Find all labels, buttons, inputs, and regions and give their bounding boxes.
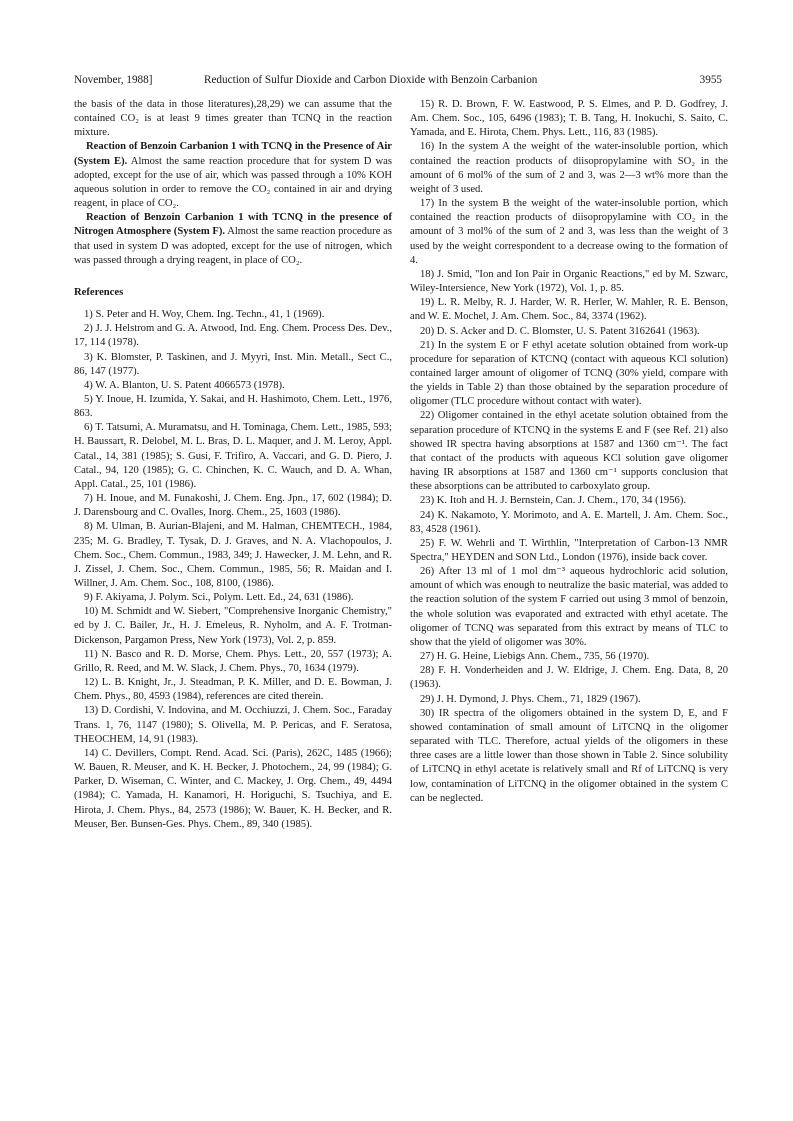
reference-item: 1) S. Peter and H. Woy, Chem. Ing. Techn., 41, 1 (1969). (84, 309, 325, 321)
references-heading: References (74, 286, 124, 298)
reference-item: 27) H. G. Heine, Liebigs Ann. Chem., 735, 56 (1970). (420, 651, 650, 663)
system-f-text: Almost the same reaction procedure as that used in system D was adopted, except for the use of nitrogen, which was passed through a drying reagent, in place of CO₂. (74, 226, 392, 266)
reference-item: 12) L. B. Knight, Jr., J. Steadman, P. K. Miller, and D. E. Bowman, J. Chem. Phys., 80, 4593 (1984), references are cited therein. (74, 677, 392, 703)
system-e-paragraph (74, 140, 392, 211)
reference-item: 18) J. Smid, "Ion and Ion Pair in Organic Reactions," ed by M. Szwarc, Wiley-Intersience, New York (1972), Vol. 1, p. 85. (410, 268, 728, 295)
left-column (74, 98, 392, 832)
header-title: Reduction of Sulfur Dioxide and Carbon Dioxide with Benzoin Carbanion (204, 74, 538, 86)
reference-item: 11) N. Basco and R. D. Morse, Chem. Phys. Lett., 20, 557 (1973); A. Grillo, R. Reed, and M. W. Slack, J. Chem. Phys., 70, 1634 (1979). (74, 648, 392, 674)
reference-item: 3) K. Blomster, P. Taskinen, and J. Myyri, Inst. Min. Metall., Sect C., 86, 147 (1977). (74, 351, 392, 377)
reference-item: 4) W. A. Blanton, U. S. Patent 4066573 (1978). (84, 379, 285, 391)
reference-item: 10) M. Schmidt and W. Siebert, "Comprehensive Inorganic Chemistry," ed by J. C. Bailer, Jr., H. J. Emeleus, R. Nyholm, and A. F. Trotman-Dickenson, Pargamon Press, New York (1973), Vol. 2, p. 859. (74, 606, 392, 646)
reference-item: 25) F. W. Wehrli and T. Wirthlin, "Interpretation of Carbon-13 NMR Spectra," HEYDEN and SON Ltd., London (1976), inside back cover. (410, 537, 728, 563)
reference-item: 14) C. Devillers, Compt. Rend. Acad. Sci. (Paris), 262C, 1485 (1966); W. Bauen, R. Meuser, and K. H. Becker, J. Photochem., 24, 99 (1984); G. Parker, D. Wiseman, C. Winter, and C. Mackey, J. Org. Chem., 49, 4494 (1984); C. Yamada, H. Kanamori, H. Horiguchi, S. Tsuchiya, and E. Hirota, J. Chem. Phys., 84, 2573 (1986); W. Bauer, K. H. Becker, and R. Meuser, Ber. Bunsen-Ges. Phys. Chem., 89, 340 (1985). (74, 747, 392, 830)
reference-item: 24) K. Nakamoto, Y. Morimoto, and A. E. Martell, J. Am. Chem. Soc., 83, 4528 (1961). (410, 509, 728, 535)
page-number: 3955 (699, 74, 722, 86)
reference-item: 23) K. Itoh and H. J. Bernstein, Can. J. Chem., 170, 34 (1956). (420, 495, 686, 507)
reference-item: 7) H. Inoue, and M. Funakoshi, J. Chem. Eng. Jpn., 17, 602 (1984); D. J. Darensbourg and C. Ovalles, Inorg. Chem., 25, 1603 (1986). (74, 493, 392, 519)
reference-item: 17) In the system B the weight of the water-insoluble portion, which contained the reaction products of diisopropylamine with CO₂ in the amount of 3 mol% of the sum of 2 and 3, was less than the weight of 3 used by the weight correspondent to a decrease owing to the formation of 4. (410, 198, 728, 266)
reference-item: 16) In the system A the weight of the water-insoluble portion, which contained the reaction products of diisopropylamine with SO₂ in the amount of 6 mol% of the sum of 2 and 3, was 2—3 wt% more than the weight of 3 used. (410, 141, 728, 195)
body-paragraph: the basis of the data in those literatures),28,29) we can assume that the contained CO₂ is at least 9 times greater than TCNQ in the reaction mixture. (74, 99, 392, 139)
reference-item: 30) IR spectra of the oligomers obtained in the system D, E, and F showed contamination of small amount of LiTCNQ in the oligomer separated with TLC. Therefore, actual yields of the oligomers in these three cases are a little lower than those shown in Table 2. Since solubility of LiTCNQ in ethyl acetate is relatively small and Rf of LiTCNQ is very low, contamination of LiTCNQ in the oligomer obtained in the system C can be neglected. (410, 707, 728, 804)
reference-item: 29) J. H. Dymond, J. Phys. Chem., 71, 1829 (1967). (420, 693, 641, 705)
reference-item: 19) L. R. Melby, R. J. Harder, W. R. Herler, W. Mahler, R. E. Benson, and W. E. Mochel, J. Am. Chem. Soc., 84, 3374 (1962). (410, 297, 728, 323)
reference-item: 8) M. Ulman, B. Aurian-Blajeni, and M. Halman, CHEMTECH., 1984, 235; M. G. Bradley, T. Tysak, D. J. Graves, and N. A. Vlachopoulos, J. Chem. Soc., Chem. Commun., 1983, 349; J. Hawecker, J. M. Lehn, and R. J. Zissel, J. Chem. Soc., Chem. Commun., 1985, 56; R. Maidan and I. Willner, J. Am. Chem. Soc., 108, 8100, (1986). (74, 521, 392, 589)
reference-item: 15) R. D. Brown, F. W. Eastwood, P. S. Elmes, and P. D. Godfrey, J. Am. Chem. Soc., 105, 6496 (1983); T. B. Tang, H. Inokuchi, S. Saito, C. Yamada, and E. Hirota, Chem. Phys. Lett., 116, 83 (1985). (410, 99, 728, 139)
system-f-heading: Reaction of Benzoin Carbanion 1 with TCNQ in the presence of Nitrogen Atmosphere (System F). (74, 212, 392, 238)
reference-item: 22) Oligomer contained in the ethyl acetate solution obtained from the separation procedure of KTCNQ in the systems E and F (see Ref. 21) also showed IR spectra having absorptions at 1587 and 1360 cm⁻¹. The fact that contact of the products with aqueous KCl solution gave oligomer having IR absorptions at 1587 and 1360 cm⁻¹ supports conclusion that these absorptions can be attributed to carboxylato group. (410, 410, 728, 493)
header-date: November, 1988] (74, 74, 153, 86)
reference-item: 26) After 13 ml of 1 mol dm⁻³ aqueous hydrochloric acid solution, amount of which was enough to neutralize the basic material, was added to the reaction solution of the system F carried out using 3 mmol of benzoin, the whole solution was evaporated and extracted with ethyl acetate. The oligomer of TCNQ was separated from this extract by means of TLC to show that the yield of oligomer was 30%. (410, 566, 729, 648)
right-column (410, 98, 728, 806)
reference-item: 2) J. J. Helstrom and G. A. Atwood, Ind. Eng. Chem. Process Des. Dev., 17, 114 (1978). (74, 323, 392, 349)
reference-item: 20) D. S. Acker and D. C. Blomster, U. S. Patent 3162641 (1963). (420, 325, 700, 337)
reference-item: 13) D. Cordishi, V. Indovina, and M. Occhiuzzi, J. Chem. Soc., Faraday Trans. 1, 76, 1147 (1980); S. Olivella, M. P. Pericas, and F. Seratosa, THEOCHEM, 14, 91 (1983). (74, 705, 392, 745)
running-header (74, 72, 722, 88)
reference-item: 6) T. Tatsumi, A. Muramatsu, and H. Tominaga, Chem. Lett., 1985, 593; H. Baussart, R. Delobel, M. L. Bras, D. L. Maquer, and J. M. Leroy, Appl. Catal., 14, 381 (1985); S. Gusi, F. Trifiro, A. Vaccari, and G. D. Piero, J. Catal., 94, 120 (1985); G. C. Chinchen, K. C. Wauch, and D. A. Whan, Appl. Catal., 25, 101 (1986). (74, 422, 392, 490)
system-e-heading: Reaction of Benzoin Carbanion 1 with TCNQ in the Presence of Air (System E). (74, 141, 392, 167)
reference-item: 21) In the system E or F ethyl acetate solution obtained from work-up procedure for separation of KTCNQ (contact with aqueous KCl solution) contained larger amount of oligomer of TCNQ (30% yield, compare with the yields in Table 2) than those obtained by the separation procedure of oligomer (TLC procedure without contact with water). (410, 339, 728, 408)
reference-item: 9) F. Akiyama, J. Polym. Sci., Polym. Lett. Ed., 24, 631 (1986). (84, 592, 354, 604)
reference-item: 5) Y. Inoue, H. Izumida, Y. Sakai, and H. Hashimoto, Chem. Lett., 1976, 863. (74, 393, 392, 420)
reference-item: 28) F. H. Vonderheiden and J. W. Eldrige, J. Chem. Eng. Data, 8, 20 (1963). (410, 665, 728, 691)
system-e-text: Almost the same reaction procedure that for system D was adopted, except for the use of air, which was passed through a 10% KOH aqueous solution in order to remove the CO₂ contained in air and drying reagent, in place of CO₂. (74, 155, 392, 210)
system-f-paragraph (74, 211, 392, 268)
